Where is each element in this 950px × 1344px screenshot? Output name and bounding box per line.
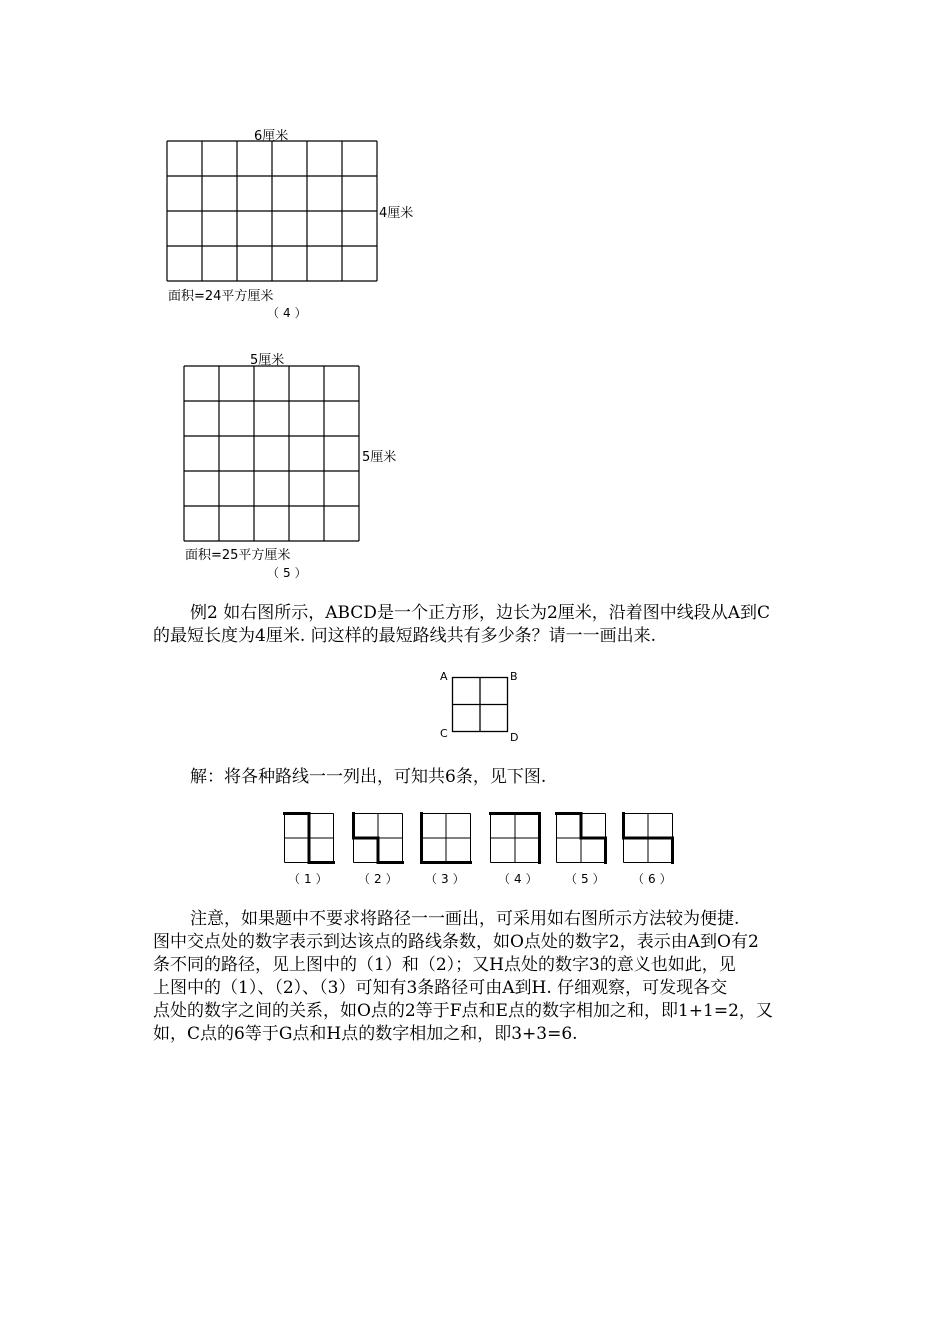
path-caption-6: （6）	[632, 872, 676, 886]
note-line-6: 如，C点的6等于G点和H点的数字相加之和，即3+3=6.	[153, 1024, 578, 1044]
example2-line1: 例2 如右图所示，ABCD是一个正方形，边长为2厘米，沿着图中线段从A到C	[190, 603, 771, 623]
path-diagram-1	[284, 813, 334, 863]
fig4-side-label: 4厘米	[379, 206, 414, 221]
note-line-2: 图中交点处的数字表示到达该点的路线条数，如O点处的数字2，表示由A到O有2	[153, 932, 759, 952]
path-diagram-6	[623, 813, 673, 863]
note-line-5: 点处的数字之间的关系，如O点的2等于F点和E点的数字相加之和，即1+1=2，又	[153, 1001, 773, 1021]
fig4-caption: （4）	[267, 306, 311, 320]
fig5-grid	[184, 366, 359, 541]
path-diagram-3	[421, 813, 471, 863]
example2-line2: 的最短长度为4厘米. 问这样的最短路线共有多少条？请一一画出来.	[153, 626, 657, 646]
fig5-caption: （5）	[267, 566, 311, 580]
path-caption-2: （2）	[358, 872, 402, 886]
fig5-area-label: 面积=25平方厘米	[185, 548, 291, 563]
path-diagram-2	[353, 813, 403, 863]
fig5-side-label: 5厘米	[362, 450, 397, 465]
fig4-top-label: 6厘米	[254, 129, 289, 144]
note-line-1: 注意，如果题中不要求将路径一一画出，可采用如右图所示方法较为便捷.	[190, 909, 740, 929]
solution-text: 解：将各种路线一一列出，可知共6条，见下图.	[190, 767, 547, 787]
label-d: D	[510, 731, 519, 744]
path-diagram-4	[490, 813, 540, 863]
path-caption-3: （3）	[425, 872, 469, 886]
note-line-3: 条不同的路径，见上图中的（1）和（2）；又H点处的数字3的意义也如此，见	[153, 955, 736, 975]
path-caption-4: （4）	[498, 872, 542, 886]
fig5-top-label: 5厘米	[250, 353, 285, 368]
label-c: C	[440, 727, 448, 740]
path-diagram-5	[556, 813, 606, 863]
fig4-area-label: 面积=24平方厘米	[168, 289, 274, 304]
label-b: B	[510, 670, 518, 683]
label-a: A	[440, 670, 448, 683]
abcd-square	[452, 677, 508, 732]
fig4-grid	[167, 141, 377, 281]
path-caption-1: （1）	[288, 872, 332, 886]
note-line-4: 上图中的（1）、（2）、（3）可知有3条路径可由A到H. 仔细观察，可发现各交	[153, 978, 728, 998]
path-caption-5: （5）	[565, 872, 609, 886]
